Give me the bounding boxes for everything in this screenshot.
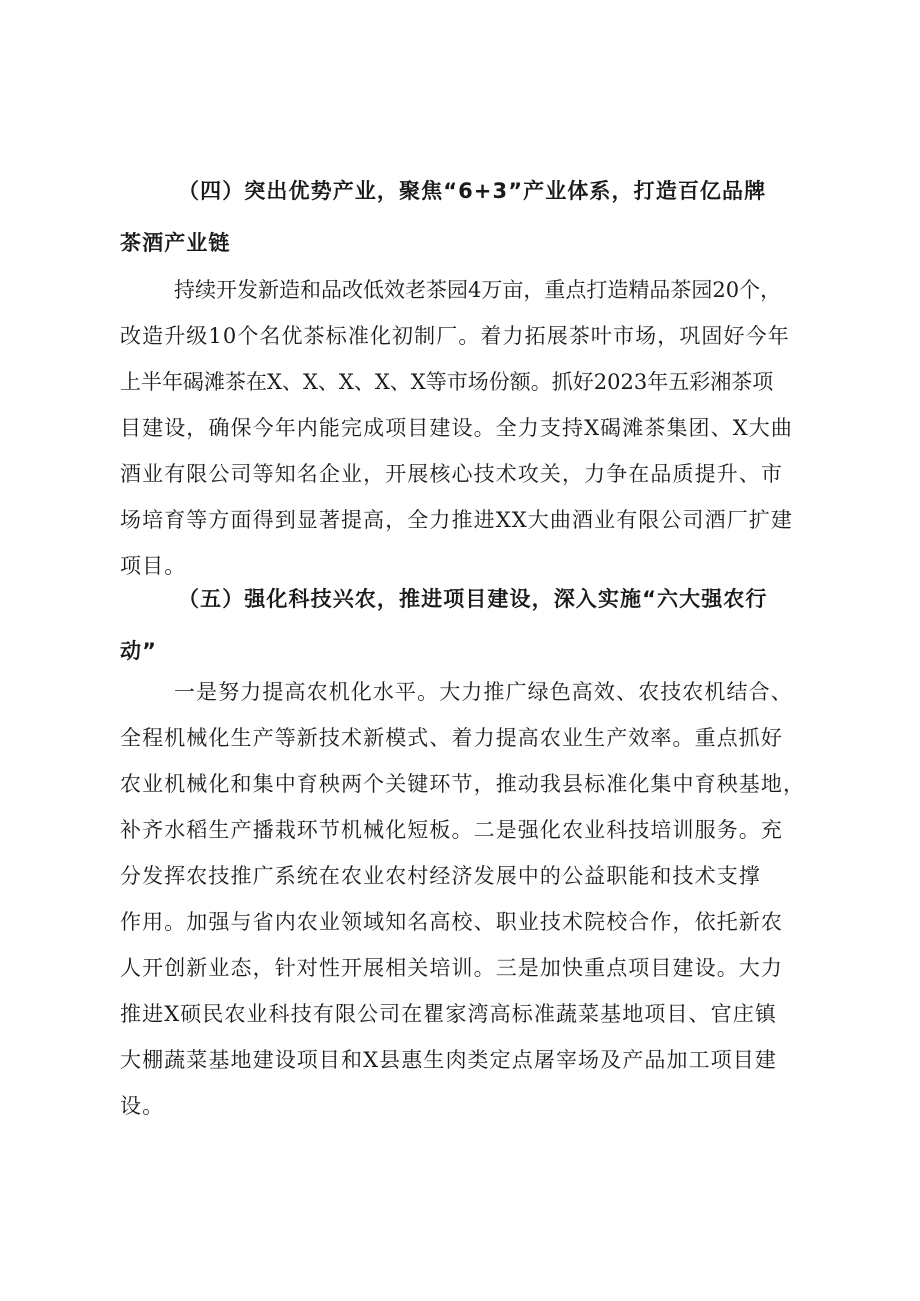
- heading-line: （五）强化科技兴农，推进项目建设，深入实施“六大强农行: [178, 587, 768, 611]
- paragraph-line: 上半年碣滩茶在X、X、X、X、X等市场份额。抓好2023年五彩湘茶项: [120, 370, 774, 394]
- paragraph-line: 一是努力提高农机化水平。大力推广绿色高效、农技农机结合、: [174, 680, 793, 704]
- paragraph-line: 项目。: [120, 554, 187, 578]
- paragraph-line: 大棚蔬菜基地建设项目和X县惠生肉类定点屠宰场及产品加工项目建: [120, 1048, 777, 1072]
- paragraph-line: 酒业有限公司等知名企业，开展核心技术攻关，力争在品质提升、市: [120, 462, 783, 486]
- paragraph-line: 目建设，确保今年内能完成项目建设。全力支持X碣滩茶集团、X大曲: [120, 416, 793, 440]
- paragraph-line: 全程机械化生产等新技术新模式、着力提高农业生产效率。重点抓好: [120, 726, 783, 750]
- heading-line: 茶酒产业链: [120, 231, 231, 255]
- heading-line: 动”: [120, 639, 158, 663]
- section-4-paragraph: [120, 267, 810, 589]
- paragraph-line: 场培育等方面得到显著提高，全力推进XX大曲酒业有限公司酒厂扩建: [120, 508, 793, 532]
- section-5-heading: [120, 573, 810, 677]
- paragraph-line: 推进X硕民农业科技有限公司在瞿家湾高标准蔬菜基地项目、官庄镇: [120, 1002, 777, 1026]
- paragraph-line: 改造升级10个名优茶标准化初制厂。着力拓展茶叶市场，巩固好今年: [120, 324, 790, 348]
- paragraph-line: 持续开发新造和品改低效老茶园4万亩，重点打造精品茶园20个，: [174, 278, 782, 302]
- paragraph-line: 农业机械化和集中育秧两个关键环节，推动我县标准化集中育秧基地，: [120, 772, 806, 796]
- heading-line: （四）突出优势产业，聚焦“6+3”产业体系，打造百亿品牌: [178, 179, 767, 203]
- section-5-paragraph: [120, 669, 810, 1129]
- paragraph-line: 作用。加强与省内农业领域知名高校、职业技术院校合作，依托新农: [120, 910, 783, 934]
- paragraph-line: 人开创新业态，针对性开展相关培训。三是加快重点项目建设。大力: [120, 956, 783, 980]
- paragraph-line: 补齐水稻生产播栽环节机械化短板。二是强化农业科技培训服务。充: [120, 818, 783, 842]
- paragraph-line: 设。: [120, 1094, 165, 1118]
- section-4-heading: [120, 165, 810, 269]
- paragraph-line: 分发挥农技推广系统在农业农村经济发展中的公益职能和技术支撑: [120, 864, 761, 888]
